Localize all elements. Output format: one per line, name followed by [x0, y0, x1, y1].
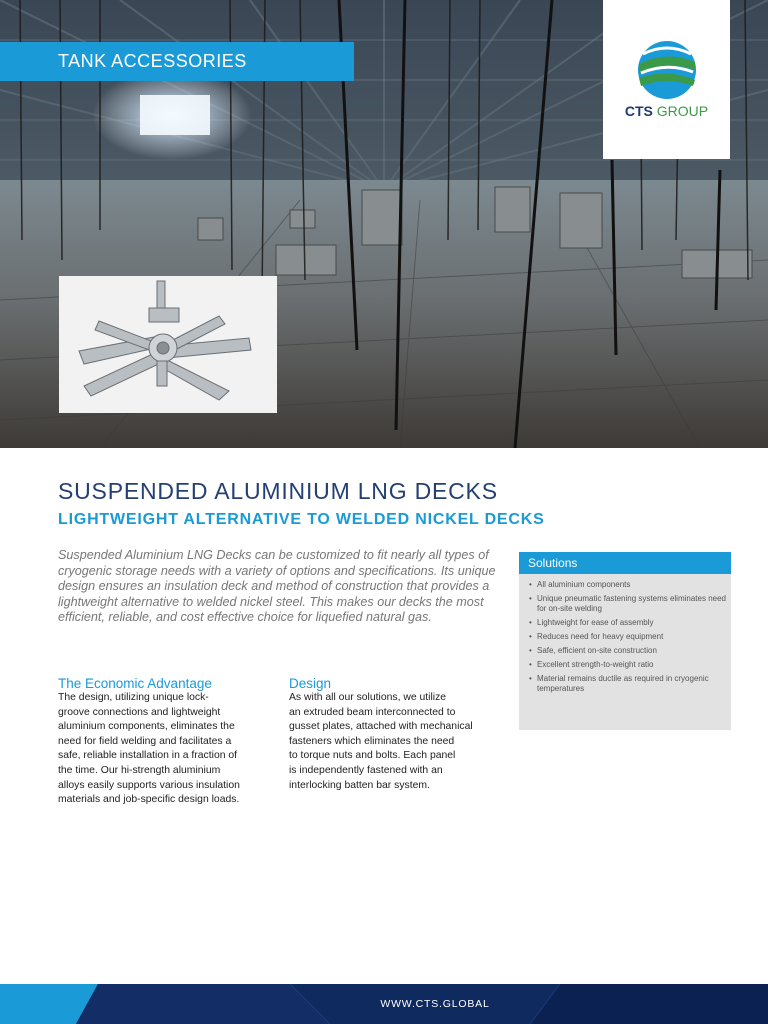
design-line: is independently fastened with an [289, 764, 443, 776]
solutions-heading: Solutions [519, 552, 731, 574]
logo-suffix: GROUP [656, 103, 709, 119]
list-item: • Excellent strength-to-weight ratio [529, 660, 727, 670]
design-line: an extruded beam interconnected to [289, 706, 456, 718]
design-line: As with all our solutions, we utilize [289, 692, 447, 703]
economic-line: materials and job-specific design loads. [58, 794, 240, 806]
solutions-panel [519, 552, 731, 730]
page-title: SUSPENDED ALUMINIUM LNG DECKS [58, 478, 498, 504]
list-item: • Lightweight for ease of assembly [529, 618, 727, 628]
design-heading: Design [289, 676, 332, 691]
website-link[interactable]: WWW.CTS.GLOBAL [380, 998, 490, 1010]
company-logo[interactable] [603, 0, 730, 159]
design-line: fasteners which eliminates the need [289, 735, 455, 747]
economic-line: groove connections and lightweight [58, 706, 221, 718]
design-paragraph [289, 691, 504, 793]
economic-heading: The Economic Advantage [58, 676, 212, 691]
economic-line: alloys easily supports various insulation [58, 779, 240, 791]
design-line: to torque nuts and bolts. Each panel [289, 750, 456, 762]
list-item: • Reduces need for heavy equipment [529, 632, 727, 642]
globe-logo-icon [637, 40, 697, 100]
intro-paragraph: Suspended Aluminium LNG Decks can be customized to fit nearly all types of cryogenic storage needs with a variety of options and specifications. Its unique design ensures an insulation deck and method of construction that provides a lightweight alternative to welded nickel steel. This makes our decks the most efficient, reliable, and cost effective choice for liquefied natural gas. [58, 548, 496, 625]
design-line: gusset plates, attached with mechanical [289, 721, 473, 733]
economic-line: aluminium components, eliminates the [58, 721, 235, 733]
logo-brand: CTS [624, 103, 653, 119]
section-banner: TANK ACCESSORIES [0, 42, 354, 81]
list-item: • Material remains ductile as required in cryogenic temperatures [529, 674, 727, 694]
footer-bar [0, 984, 768, 1024]
economic-line: the time. Our hi-strength aluminium [58, 764, 221, 776]
economic-paragraph [58, 691, 273, 808]
design-line: interlocking batten bar system. [289, 779, 430, 791]
list-item: • Safe, efficient on-site construction [529, 646, 727, 656]
page-subtitle: LIGHTWEIGHT ALTERNATIVE TO WELDED NICKEL DECKS [58, 511, 545, 528]
list-item: • Unique pneumatic fastening systems eliminates need for on-site welding [529, 594, 727, 614]
logo-wordmark [603, 103, 730, 119]
economic-line: need for field welding and facilitates a [58, 735, 232, 747]
economic-line: safe, reliable installation in a fraction of [58, 750, 238, 762]
solutions-list [519, 574, 731, 694]
product-inset-image [59, 276, 277, 413]
economic-line: The design, utilizing unique lock- [58, 692, 209, 703]
list-item: • All aluminium components [529, 580, 727, 590]
